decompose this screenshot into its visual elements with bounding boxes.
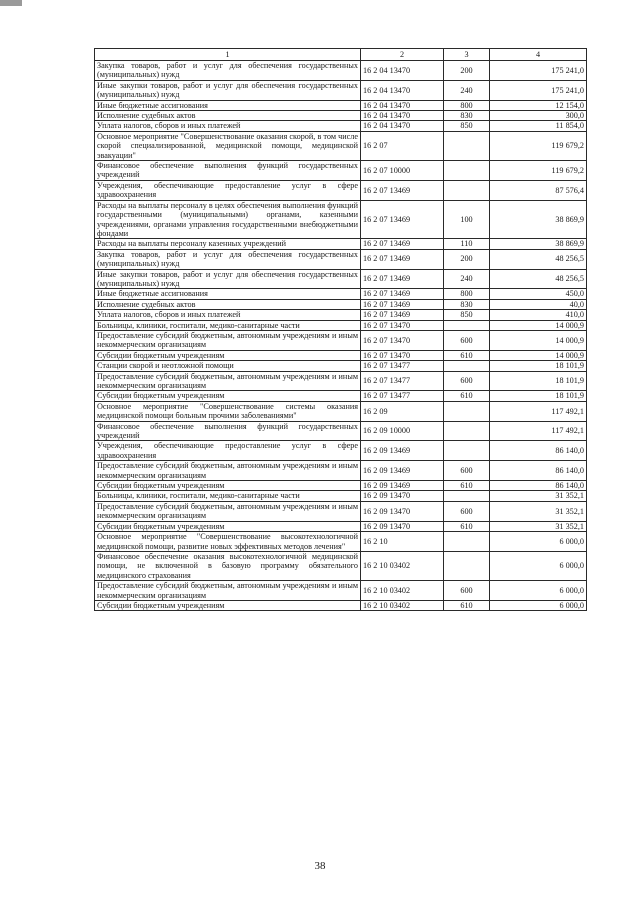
row-amount-cell: 40,0 xyxy=(490,299,587,309)
row-expense-type-cell: 600 xyxy=(444,501,490,521)
row-amount-cell: 31 352,1 xyxy=(490,521,587,531)
table-row xyxy=(95,161,587,181)
row-amount-cell: 86 140,0 xyxy=(490,441,587,461)
table-header-row xyxy=(95,49,587,61)
table-row xyxy=(95,391,587,401)
row-expense-type-cell xyxy=(444,401,490,421)
row-expense-type-cell: 610 xyxy=(444,600,490,610)
row-expense-type-cell: 200 xyxy=(444,249,490,269)
row-amount-cell: 450,0 xyxy=(490,289,587,299)
table-row xyxy=(95,289,587,299)
header-col-2: 2 xyxy=(361,49,444,61)
row-name-cell: Закупка товаров, работ и услуг для обеспечения государственных (муниципальных) нужд xyxy=(95,249,361,269)
table-row xyxy=(95,180,587,200)
row-expense-type-cell xyxy=(444,361,490,371)
row-target-article-cell: 16 2 07 13469 xyxy=(361,299,444,309)
header-col-3: 3 xyxy=(444,49,490,61)
table-row xyxy=(95,491,587,501)
table-row xyxy=(95,239,587,249)
row-expense-type-cell xyxy=(444,131,490,160)
row-target-article-cell: 16 2 09 13469 xyxy=(361,441,444,461)
row-target-article-cell: 16 2 04 13470 xyxy=(361,100,444,110)
row-amount-cell: 14 000,9 xyxy=(490,350,587,360)
scan-corner-mark xyxy=(0,0,22,6)
row-name-cell: Исполнение судебных актов xyxy=(95,299,361,309)
row-target-article-cell: 16 2 10 03402 xyxy=(361,600,444,610)
row-name-cell: Субсидии бюджетным учреждениям xyxy=(95,481,361,491)
row-name-cell: Закупка товаров, работ и услуг для обеспечения государственных (муниципальных) нужд xyxy=(95,61,361,81)
row-target-article-cell: 16 2 07 13470 xyxy=(361,320,444,330)
row-expense-type-cell: 600 xyxy=(444,330,490,350)
table-row xyxy=(95,111,587,121)
row-target-article-cell: 16 2 10 03402 xyxy=(361,551,444,580)
row-target-article-cell: 16 2 09 13470 xyxy=(361,501,444,521)
row-expense-type-cell: 600 xyxy=(444,581,490,601)
table-body xyxy=(95,61,587,611)
row-expense-type-cell: 100 xyxy=(444,200,490,239)
row-amount-cell: 6 000,0 xyxy=(490,551,587,580)
row-target-article-cell: 16 2 07 13469 xyxy=(361,249,444,269)
row-name-cell: Больницы, клиники, госпитали, медико-санитарные части xyxy=(95,491,361,501)
row-amount-cell: 175 241,0 xyxy=(490,80,587,100)
table-row xyxy=(95,350,587,360)
row-amount-cell: 86 140,0 xyxy=(490,481,587,491)
row-amount-cell: 31 352,1 xyxy=(490,501,587,521)
row-expense-type-cell: 800 xyxy=(444,100,490,110)
row-name-cell: Уплата налогов, сборов и иных платежей xyxy=(95,121,361,131)
row-amount-cell: 86 140,0 xyxy=(490,461,587,481)
row-name-cell: Предоставление субсидий бюджетным, автономным учреждениям и иным некоммерческим организациям xyxy=(95,330,361,350)
row-name-cell: Субсидии бюджетным учреждениям xyxy=(95,391,361,401)
row-target-article-cell: 16 2 10 03402 xyxy=(361,581,444,601)
table-row xyxy=(95,320,587,330)
row-target-article-cell: 16 2 07 13477 xyxy=(361,361,444,371)
row-expense-type-cell: 600 xyxy=(444,371,490,391)
row-name-cell: Предоставление субсидий бюджетным, автономным учреждениям и иным некоммерческим организациям xyxy=(95,461,361,481)
row-expense-type-cell: 240 xyxy=(444,269,490,289)
row-target-article-cell: 16 2 07 13469 xyxy=(361,269,444,289)
row-name-cell: Учреждения, обеспечивающие предоставление услуг в сфере здравоохранения xyxy=(95,441,361,461)
table-row xyxy=(95,330,587,350)
table-row xyxy=(95,361,587,371)
row-expense-type-cell xyxy=(444,441,490,461)
row-name-cell: Субсидии бюджетным учреждениям xyxy=(95,521,361,531)
row-target-article-cell: 16 2 07 13470 xyxy=(361,330,444,350)
row-expense-type-cell xyxy=(444,161,490,181)
row-name-cell: Расходы на выплаты персоналу казенных учреждений xyxy=(95,239,361,249)
table-row xyxy=(95,401,587,421)
row-name-cell: Основное мероприятие "Совершенствование системы оказания медицинской помощи больным прочими заболеваниями" xyxy=(95,401,361,421)
table-row xyxy=(95,600,587,610)
table-row xyxy=(95,121,587,131)
row-target-article-cell: 16 2 07 10000 xyxy=(361,161,444,181)
row-name-cell: Больницы, клиники, госпитали, медико-санитарные части xyxy=(95,320,361,330)
row-amount-cell: 6 000,0 xyxy=(490,532,587,552)
header-col-4: 4 xyxy=(490,49,587,61)
row-amount-cell: 14 000,9 xyxy=(490,320,587,330)
row-name-cell: Иные закупки товаров, работ и услуг для обеспечения государственных (муниципальных) нужд xyxy=(95,269,361,289)
row-name-cell: Иные бюджетные ассигнования xyxy=(95,100,361,110)
row-name-cell: Субсидии бюджетным учреждениям xyxy=(95,600,361,610)
table-row xyxy=(95,371,587,391)
page-number: 38 xyxy=(314,860,326,872)
table-row xyxy=(95,421,587,441)
table-row xyxy=(95,581,587,601)
row-expense-type-cell: 830 xyxy=(444,111,490,121)
row-name-cell: Субсидии бюджетным учреждениям xyxy=(95,350,361,360)
table-row xyxy=(95,551,587,580)
row-amount-cell: 48 256,5 xyxy=(490,249,587,269)
row-target-article-cell: 16 2 07 13469 xyxy=(361,289,444,299)
row-name-cell: Станции скорой и неотложной помощи xyxy=(95,361,361,371)
row-target-article-cell: 16 2 07 13469 xyxy=(361,310,444,320)
row-target-article-cell: 16 2 09 10000 xyxy=(361,421,444,441)
row-name-cell: Основное мероприятие "Совершенствование оказания скорой, в том числе скорой специализированной, медицинской помощи, медицинской эвакуации" xyxy=(95,131,361,160)
row-name-cell: Финансовое обеспечение выполнения функций государственных учреждений xyxy=(95,421,361,441)
row-expense-type-cell: 110 xyxy=(444,239,490,249)
row-amount-cell: 38 869,9 xyxy=(490,200,587,239)
row-target-article-cell: 16 2 07 13469 xyxy=(361,200,444,239)
budget-table xyxy=(94,48,587,611)
row-name-cell: Основное мероприятие "Совершенствование высокотехнологичной медицинской помощи, развитие новых эффективных методов лечения" xyxy=(95,532,361,552)
row-name-cell: Финансовое обеспечение выполнения функций государственных учреждений xyxy=(95,161,361,181)
table-row xyxy=(95,269,587,289)
row-expense-type-cell: 600 xyxy=(444,461,490,481)
row-name-cell: Финансовое обеспечение оказания высокотехнологичной медицинской помощи, не включенной в базовую программу обязательного медицинского страхования xyxy=(95,551,361,580)
row-amount-cell: 12 154,0 xyxy=(490,100,587,110)
row-name-cell: Предоставление субсидий бюджетным, автономным учреждениям и иным некоммерческим организациям xyxy=(95,501,361,521)
row-target-article-cell: 16 2 09 xyxy=(361,401,444,421)
row-target-article-cell: 16 2 07 13469 xyxy=(361,180,444,200)
row-expense-type-cell: 240 xyxy=(444,80,490,100)
row-amount-cell: 38 869,9 xyxy=(490,239,587,249)
row-target-article-cell: 16 2 04 13470 xyxy=(361,80,444,100)
row-target-article-cell: 16 2 09 13469 xyxy=(361,481,444,491)
row-expense-type-cell xyxy=(444,491,490,501)
row-target-article-cell: 16 2 07 xyxy=(361,131,444,160)
table-row xyxy=(95,61,587,81)
row-name-cell: Исполнение судебных актов xyxy=(95,111,361,121)
table-row xyxy=(95,299,587,309)
row-name-cell: Расходы на выплаты персоналу в целях обеспечения выполнения функций государственными (муниципальными) органами, казенными учреждениями, органами управления государственными внебюджетными фондами xyxy=(95,200,361,239)
row-amount-cell: 117 492,1 xyxy=(490,401,587,421)
row-amount-cell: 14 000,9 xyxy=(490,330,587,350)
table-row xyxy=(95,461,587,481)
row-target-article-cell: 16 2 07 13477 xyxy=(361,371,444,391)
row-amount-cell: 300,0 xyxy=(490,111,587,121)
row-expense-type-cell: 830 xyxy=(444,299,490,309)
table-row xyxy=(95,80,587,100)
row-name-cell: Предоставление субсидий бюджетным, автономным учреждениям и иным некоммерческим организациям xyxy=(95,371,361,391)
row-expense-type-cell xyxy=(444,532,490,552)
row-amount-cell: 175 241,0 xyxy=(490,61,587,81)
row-name-cell: Иные бюджетные ассигнования xyxy=(95,289,361,299)
table-row xyxy=(95,532,587,552)
row-target-article-cell: 16 2 04 13470 xyxy=(361,121,444,131)
row-amount-cell: 18 101,9 xyxy=(490,371,587,391)
row-amount-cell: 11 854,0 xyxy=(490,121,587,131)
row-target-article-cell: 16 2 09 13470 xyxy=(361,521,444,531)
row-target-article-cell: 16 2 07 13469 xyxy=(361,239,444,249)
row-amount-cell: 31 352,1 xyxy=(490,491,587,501)
row-expense-type-cell: 200 xyxy=(444,61,490,81)
row-expense-type-cell: 610 xyxy=(444,391,490,401)
row-expense-type-cell xyxy=(444,551,490,580)
row-amount-cell: 410,0 xyxy=(490,310,587,320)
row-target-article-cell: 16 2 07 13477 xyxy=(361,391,444,401)
table-row xyxy=(95,501,587,521)
row-expense-type-cell: 800 xyxy=(444,289,490,299)
row-amount-cell: 119 679,2 xyxy=(490,161,587,181)
table-row xyxy=(95,441,587,461)
table-row xyxy=(95,131,587,160)
row-amount-cell: 87 576,4 xyxy=(490,180,587,200)
row-expense-type-cell xyxy=(444,180,490,200)
row-amount-cell: 6 000,0 xyxy=(490,581,587,601)
row-target-article-cell: 16 2 04 13470 xyxy=(361,61,444,81)
table-row xyxy=(95,481,587,491)
row-expense-type-cell: 610 xyxy=(444,521,490,531)
table-row xyxy=(95,200,587,239)
table-row xyxy=(95,310,587,320)
row-target-article-cell: 16 2 07 13470 xyxy=(361,350,444,360)
row-target-article-cell: 16 2 09 13470 xyxy=(361,491,444,501)
table-row xyxy=(95,100,587,110)
row-amount-cell: 119 679,2 xyxy=(490,131,587,160)
table-row xyxy=(95,521,587,531)
row-expense-type-cell xyxy=(444,320,490,330)
row-amount-cell: 6 000,0 xyxy=(490,600,587,610)
row-expense-type-cell: 850 xyxy=(444,121,490,131)
row-name-cell: Уплата налогов, сборов и иных платежей xyxy=(95,310,361,320)
row-amount-cell: 18 101,9 xyxy=(490,361,587,371)
table-row xyxy=(95,249,587,269)
row-name-cell: Иные закупки товаров, работ и услуг для обеспечения государственных (муниципальных) нужд xyxy=(95,80,361,100)
row-name-cell: Учреждения, обеспечивающие предоставление услуг в сфере здравоохранения xyxy=(95,180,361,200)
row-amount-cell: 18 101,9 xyxy=(490,391,587,401)
row-target-article-cell: 16 2 09 13469 xyxy=(361,461,444,481)
row-expense-type-cell: 850 xyxy=(444,310,490,320)
row-amount-cell: 117 492,1 xyxy=(490,421,587,441)
row-expense-type-cell: 610 xyxy=(444,350,490,360)
row-expense-type-cell xyxy=(444,421,490,441)
row-name-cell: Предоставление субсидий бюджетным, автономным учреждениям и иным некоммерческим организациям xyxy=(95,581,361,601)
row-amount-cell: 48 256,5 xyxy=(490,269,587,289)
row-expense-type-cell: 610 xyxy=(444,481,490,491)
row-target-article-cell: 16 2 10 xyxy=(361,532,444,552)
row-target-article-cell: 16 2 04 13470 xyxy=(361,111,444,121)
header-col-1: 1 xyxy=(95,49,361,61)
